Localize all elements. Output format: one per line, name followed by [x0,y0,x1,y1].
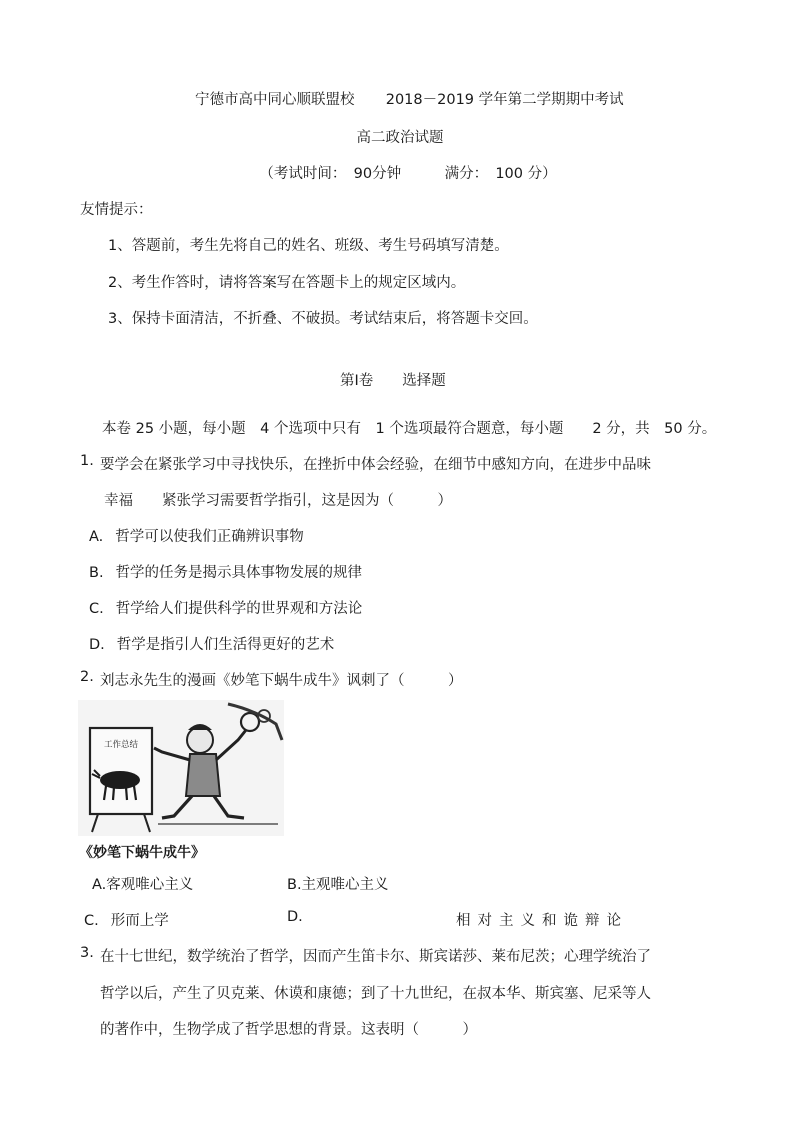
question-1-option-b [89,561,362,582]
question-1-option-c [89,597,362,618]
notice-item: 2、考生作答时，请将答案写在答题卡上的规定区域内。 [108,275,466,291]
question-1-number: 1. [80,453,94,469]
cartoon-drawing [78,700,284,836]
option-label: D. [89,637,105,653]
notice-item: 1、答题前，考生先将自己的姓名、班级、考生号码填写清楚。 [108,238,509,254]
exam-info: （考试时间： 90分钟 满分： 100 分） [259,166,557,182]
section-title: 第Ⅰ卷 选择题 [340,373,446,389]
option-label: C. [89,601,104,617]
school-name: 宁德市高中同心顺联盟校 [195,92,355,108]
option-text: 形而上学 [110,913,169,929]
option-label: C. [84,913,99,929]
cartoon-sign-text: 工作总结 [103,739,139,749]
question-1-option-a [89,525,304,546]
option-text: 哲学给人们提供科学的世界观和方法论 [115,601,363,617]
option-text: 哲学是指引人们生活得更好的艺术 [116,637,335,653]
question-3-stem-cont: 哲学以后，产生了贝克莱、休谟和康德；到了十九世纪，在叔本华、斯宾塞、尼采等人 [100,986,651,1002]
question-2-option-a: A.客观唯心主义 [92,877,194,893]
question-2-option-d-label: D. [287,909,303,925]
exam-school-title [195,88,624,109]
section-intro: 本卷 25 小题，每小题 4 个选项中只有 1 个选项最符合题意，每小题 2 分，共 50 分。 [102,421,717,437]
question-2-stem: 刘志永先生的漫画《妙笔下蜗牛成牛》讽刺了（ ） [100,673,463,689]
question-3-stem: 在十七世纪，数学统治了哲学，因而产生笛卡尔、斯宾诺莎、莱布尼茨；心理学统治了 [100,949,651,965]
option-label: A. [89,529,104,545]
question-1-stem-cont: 幸福 紧张学习需要哲学指引，这是因为（ ） [104,493,452,509]
question-2-option-d-text: 相对主义和诡辩论 [456,913,628,929]
question-2-number: 2. [80,669,94,685]
option-text: 哲学的任务是揭示具体事物发展的规律 [115,565,363,581]
question-3-stem-cont-2: 的著作中，生物学成了哲学思想的背景。这表明（ ） [100,1022,477,1038]
exam-term: 2018－2019 学年第二学期期中考试 [385,92,624,108]
cartoon-image [78,700,284,836]
question-2-option-b: B.主观唯心主义 [287,877,389,893]
question-1-option-d [89,633,334,654]
subject-title: 高二政治试题 [356,130,444,146]
option-text: 哲学可以使我们正确辨识事物 [115,529,304,545]
option-label: B. [89,565,104,581]
question-2-option-c [84,909,169,930]
notice-title: 友情提示： [80,202,153,218]
question-3-number: 3. [80,945,94,961]
notice-item: 3、保持卡面清洁，不折叠、不破损。考试结束后，将答题卡交回。 [108,311,538,327]
cartoon-caption: 《妙笔下蜗牛成牛》 [79,846,205,861]
question-1-stem: 要学会在紧张学习中寻找快乐，在挫折中体会经验，在细节中感知方向，在进步中品味 [100,457,651,473]
